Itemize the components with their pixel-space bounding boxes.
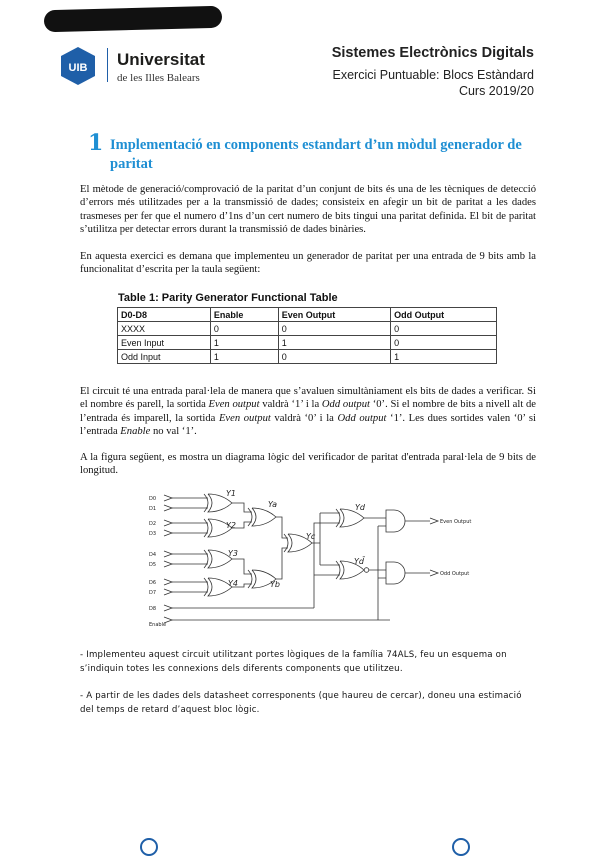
logo-divider [107, 48, 108, 82]
task-implementation: - Implementeu aquest circuit utilitzant portes lògiques de la família 74ALS, feu un esquema on s’indiquin totes les connexions dels diferents components que utilitzeu. [80, 650, 507, 674]
behaviour-paragraph: El circuit té una entrada paral·lela de manera que s’avaluen simultàniament els bits de dades a verificar. Si el nombre és parell, la sortida Even output valdrà ‘1’ i la Odd output ‘0’. Si el nombre de bits a nivell alt de l’entrada és imparell, la sortida Even output valdrà ‘0’ i la Odd output ‘1’. Les dues sortides valen ‘0’ si l’entrada Enable no val ‘1’. [80, 386, 537, 438]
input-label: D1 [149, 506, 157, 512]
task-delay-estimation: - A partir de les dades dels datasheet corresponents (que haureu de cercar), doneu una estimació del temps de retard d’aquest bloc lògic. [80, 691, 522, 715]
table-header: Even Output [278, 308, 390, 322]
section-title: Implementació en components estandart d’un mòdul generador de paritat [110, 137, 522, 172]
course-title: Sistemes Electrònics Digitals [331, 45, 534, 61]
input-label: D0 [149, 496, 157, 502]
table-cell: 1 [278, 336, 390, 350]
table-header: D0-D8 [118, 308, 211, 322]
gate-label: Yd̄ [354, 557, 364, 566]
table-cell: 0 [278, 322, 390, 336]
request-paragraph: En aquesta exercici es demana que implementeu un generador de paritat per una entrada de 9 bits amb la funcionalitat d’escrita per la taula següent: [80, 251, 536, 276]
table-header-row [118, 308, 497, 322]
table-cell: 0 [210, 322, 278, 336]
table-row [118, 350, 497, 364]
gate-label: Y4 [228, 579, 238, 588]
table-cell: 1 [391, 350, 497, 364]
table-cell: 0 [391, 336, 497, 350]
table-row [118, 336, 497, 350]
logo-text: UIB [68, 62, 88, 74]
uib-seal-icon [58, 46, 98, 86]
gate-label: Yd [355, 503, 365, 512]
output-label: Even Output [440, 519, 472, 525]
table-header: Odd Output [391, 308, 497, 322]
gate-label: Y1 [226, 490, 236, 498]
gate-label: Ya [268, 500, 278, 509]
gate-label: Yc [306, 532, 316, 541]
table-cell: 1 [210, 350, 278, 364]
university-logo [58, 44, 218, 88]
input-label: D8 [149, 606, 157, 612]
input-label: D3 [149, 531, 157, 537]
input-label: D2 [149, 521, 157, 527]
table-header: Enable [210, 308, 278, 322]
parity-table [117, 307, 497, 364]
table-cell: 0 [278, 350, 390, 364]
table-cell: XXXX [118, 322, 211, 336]
input-label: D4 [149, 552, 157, 558]
table-row [118, 322, 497, 336]
input-label: D5 [149, 562, 157, 568]
university-subtitle: de les Illes Balears [117, 72, 200, 84]
table-cell: 1 [210, 336, 278, 350]
course-year: Curs 2019/20 [458, 84, 534, 98]
gate-label: Yb [270, 580, 280, 589]
footer-decoration-icon [452, 838, 470, 856]
exercise-title: Exercici Puntuable: Blocs Estàndard [332, 68, 534, 82]
footer-decoration-icon [140, 838, 158, 856]
table-cell: Odd Input [118, 350, 211, 364]
input-label: D6 [149, 580, 157, 586]
intro-paragraph: El mètode de generació/comprovació de la paritat d’un conjunt de bits és una de les tècniques de detecció d’errors més utilitzades per a la transmissió de dades; consisteix en afegir un bit de paritat a les dades trasmeses per fer que el numero d’1ns d’un cert numero de bits tingui una paritat definida. El bit de paritat s’utilitza per detectar errors durant la transmissió de dades binàries. [80, 184, 536, 236]
section-number: 1 [88, 130, 104, 156]
table-cell: 0 [391, 322, 497, 336]
parity-logic-diagram [148, 490, 478, 630]
output-label: Odd Output [440, 571, 470, 577]
figure-intro-paragraph: A la figura següent, es mostra un diagrama lògic del verificador de paritat d'entrada paral·lela de 9 bits de longitud. [80, 452, 536, 477]
redacted-name [44, 6, 223, 33]
input-label: Enable [149, 622, 167, 628]
table-caption: Table 1: Parity Generator Functional Table [118, 292, 338, 304]
university-name: Universitat [117, 50, 205, 69]
input-label: D7 [149, 590, 157, 596]
gate-label: Y3 [228, 549, 238, 558]
gate-label: Y2 [226, 521, 236, 530]
table-cell: Even Input [118, 336, 211, 350]
